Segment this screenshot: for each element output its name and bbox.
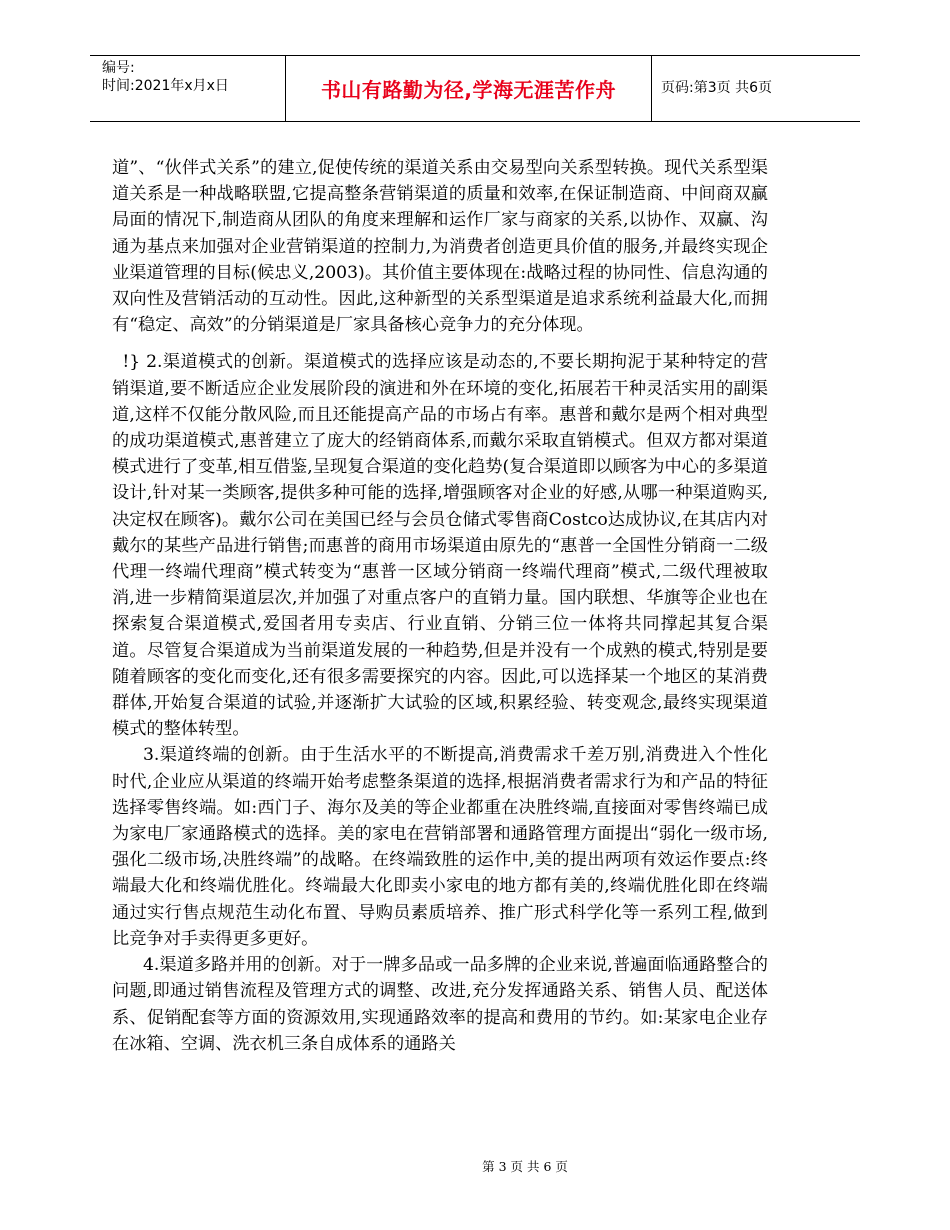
document-number-label: 编号: <box>102 60 135 76</box>
header-left-cell <box>90 55 285 121</box>
header-right-cell <box>651 55 860 121</box>
header-motto-cell <box>285 55 652 121</box>
body-paragraph-3: 3.渠道终端的创新。由于生活水平的不断提高,消费需求千差万别,消费进入个性化时代,企业应从渠道的终端开始考虑整条渠道的选择,根据消费者需求行为和产品的特征选择零售终端。如:西门子、海尔及美的等企业都重在决胜终端,直接面对零售终端已成为家电厂家通路模式的选择。美的家电在营销部署和通路管理方面提出“弱化一级市场,强化二级市场,决胜终端”的战略。在终端致胜的运作中,美的提出两项有效运作要点:终端最大化和终端优胜化。终端最大化即卖小家电的地方都有美的,终端优胜化即在终端通过实行售点规范生动化布置、导购员素质培养、推广形式科学化等一系列工程,做到比竞争对手卖得更多更好。 <box>112 745 768 949</box>
page-footer: 第 3 页 共 6 页 <box>482 1159 568 1174</box>
body-paragraph-4: 4.渠道多路并用的创新。对于一牌多品或一品多牌的企业来说,普遍面临通路整合的问题,即通过销售流程及管理方式的调整、改进,充分发挥通路关系、销售人员、配送体系、促销配套等方面的资源效用,实现通路效率的提高和费用的节约。如:某家电企业存在冰箱、空调、洗衣机三条自成体系的通路关 <box>112 955 768 1054</box>
body-paragraph-2: !} 2.渠道模式的创新。渠道模式的选择应该是动态的,不要长期拘泥于某种特定的营销渠道,要不断适应企业发展阶段的演进和外在环境的变化,拓展若干种灵活实用的副渠道,这样不仅能分散风险,而且还能提高产品的市场占有率。惠普和戴尔是两个相对典型的成功渠道模式,惠普建立了庞大的经销商体系,而戴尔采取直销模式。但双方都对渠道模式进行了变革,相互借鉴,呈现复合渠道的变化趋势(复合渠道即以顾客为中心的多渠道设计,针对某一类顾客,提供多种可能的选择,增强顾客对企业的好感,从哪一种渠道购买,决定权在顾客)。戴尔公司在美国已经与会员仓储式零售商Costco达成协议,在其店内对戴尔的某些产品进行销售;而惠普的商用市场渠道由原先的“惠普一全国性分销商一二级代理一终端代理商”模式转变为“惠普一区域分销商一终端代理商”模式,二级代理被取消,进一步精简渠道层次,并加强了对重点客户的直销力量。国内联想、华旗等企业也在探索复合渠道模式,爱国者用专卖店、行业直销、分销三位一体将共同撑起其复合渠道。尽管复合渠道成为当前渠道发展的一种趋势,但是并没有一个成熟的模式,特别是要随着顾客的变化而变化,还有很多需要探究的内容。因此,可以选择某一个地区的某消费群体,开始复合渠道的试验,并逐渐扩大试验的区域,积累经验、转变观念,最终实现渠道模式的整体转型。 <box>112 352 768 740</box>
header-motto: 书山有路勤为径,学海无涯苦作舟 <box>320 77 617 102</box>
body-paragraph-1: 道”、“伙伴式关系”的建立,促使传统的渠道关系由交易型向关系型转换。现代关系型渠道关系是一种战略联盟,它提高整条营销渠道的质量和效率,在保证制造商、中间商双赢局面的情况下,制造商从团队的角度来理解和运作厂家与商家的关系,以协作、双赢、沟通为基点来加强对企业营销渠道的控制力,为消费者创造更具价值的服务,并最终实现企业渠道管理的目标(候忠义,2003)。其价值主要体现在:战略过程的协同性、信息沟通的双向性及营销活动的互动性。因此,这种新型的关系型渠道是追求系统利益最大化,而拥有“稳定、高效”的分销渠道是厂家具备核心竞争力的充分体现。 <box>112 158 768 336</box>
header-bottom-rule <box>90 121 860 122</box>
document-body <box>112 155 768 1057</box>
header-page-info: 页码:第3页 共6页 <box>661 80 772 96</box>
document-time-label: 时间:2021年x月x日 <box>102 78 229 94</box>
